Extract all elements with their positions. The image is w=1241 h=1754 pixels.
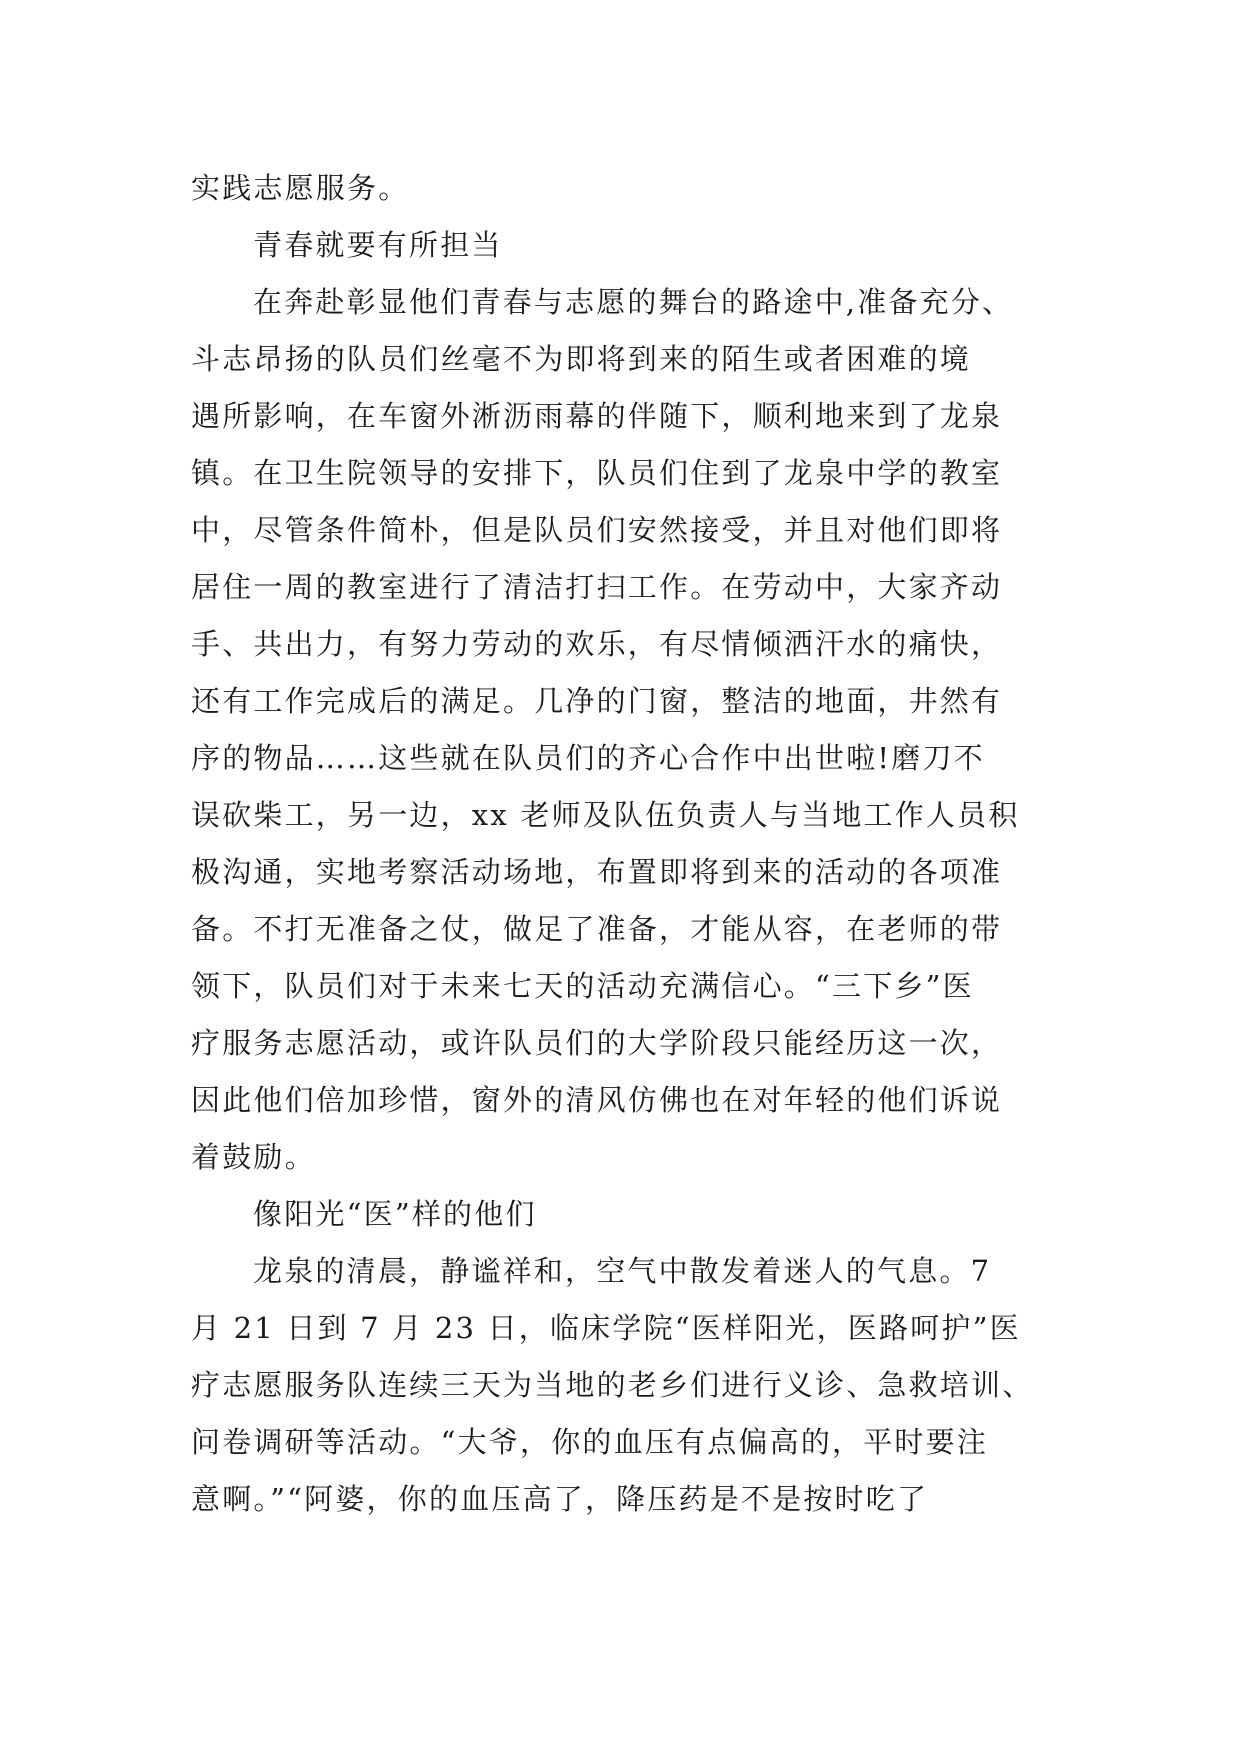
text-line: 因此他们倍加珍惜，窗外的清风仿佛也在对年轻的他们诉说 bbox=[191, 1083, 1003, 1117]
text-line: 在奔赴彰显他们青春与志愿的舞台的路途中,准备充分、 bbox=[253, 285, 1014, 319]
text-line: 疗服务志愿活动，或许队员们的大学阶段只能经历这一次， bbox=[191, 1026, 1003, 1060]
text-line: 手、共出力，有努力劳动的欢乐，有尽情倾洒汗水的痛快， bbox=[191, 627, 1003, 661]
section-heading: 像阳光“医”样的他们 bbox=[253, 1197, 537, 1231]
section-heading: 青春就要有所担当 bbox=[253, 228, 503, 262]
text-line: 镇。在卫生院领导的安排下，队员们住到了龙泉中学的教室 bbox=[191, 456, 1003, 490]
text-line: 斗志昂扬的队员们丝毫不为即将到来的陌生或者困难的境 bbox=[191, 342, 972, 376]
text-line: 还有工作完成后的满足。几净的门窗，整洁的地面，井然有 bbox=[191, 684, 1003, 718]
text-line: 意啊。”“阿婆，你的血压高了，降压药是不是按时吃了 bbox=[191, 1482, 929, 1516]
text-line: 着鼓励。 bbox=[191, 1140, 316, 1174]
text-line: 遇所影响，在车窗外淅沥雨幕的伴随下，顺利地来到了龙泉 bbox=[191, 399, 1003, 433]
document-body bbox=[191, 160, 1091, 1528]
text-line: 序的物品……这些就在队员们的齐心合作中出世啦!磨刀不 bbox=[191, 741, 985, 775]
text-line: 月 21 日到 7 月 23 日，临床学院“医样阳光，医路呵护”医 bbox=[191, 1311, 1021, 1345]
text-line: 实践志愿服务。 bbox=[191, 171, 410, 205]
text-line: 备。不打无准备之仗，做足了准备，才能从容，在老师的带 bbox=[191, 912, 1003, 946]
text-line: 问卷调研等活动。“大爷，你的血压有点偏高的，平时要注 bbox=[191, 1425, 989, 1459]
text-line: 误砍柴工，另一边，xx 老师及队伍负责人与当地工作人员积 bbox=[191, 798, 1020, 832]
text-line: 居住一周的教室进行了清洁打扫工作。在劳动中，大家齐动 bbox=[191, 570, 1003, 604]
text-line: 领下，队员们对于未来七天的活动充满信心。“三下乡”医 bbox=[191, 969, 974, 1003]
text-line: 极沟通，实地考察活动场地，布置即将到来的活动的各项准 bbox=[191, 855, 1003, 889]
text-line: 中，尽管条件简朴，但是队员们安然接受，并且对他们即将 bbox=[191, 513, 1003, 547]
text-line: 疗志愿服务队连续三天为当地的老乡们进行义诊、急救培训、 bbox=[191, 1368, 1034, 1402]
text-line: 龙泉的清晨，静谧祥和，空气中散发着迷人的气息。7 bbox=[253, 1254, 992, 1288]
